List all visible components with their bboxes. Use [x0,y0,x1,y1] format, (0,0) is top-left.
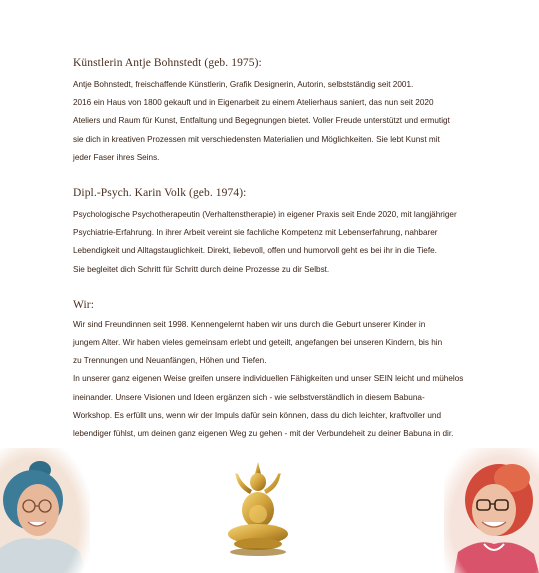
artist-section [73,55,513,167]
wir-line: ineinander. Unsere Visionen und Ideen ergänzen sich - wie selbstverständlich in diesem Babuna- [73,392,425,402]
wir-line: Workshop. Es erfüllt uns, wenn wir der Impuls dafür sein können, dass du dich leichter, kraftvoller und [73,410,442,420]
psych-line: Lebendigkeit und Alltagstauglichkeit. Direkt, liebevoll, offen und humorvoll geht es bei ihr in die Tiefe. [73,246,437,256]
artist-line: 2016 ein Haus von 1800 gekauft und in Eigenarbeit zu einem Atelierhaus saniert, das nun seit 2020 [73,98,434,108]
wir-line: jungem Alter. Wir haben vieles gemeinsam erlebt und geteilt, angefangen bei unseren Kindern, bis hin [73,338,443,348]
wir-line: Wir sind Freundinnen seit 1998. Kennengelernt haben wir uns durch die Geburt unserer Kinder in [73,319,426,329]
wir-line: lebendiger fühlst, um deinen ganz eigenen Weg zu gehen - mit der Verbundeheit zu deiner Babuna in dir. [73,429,454,439]
left-portrait-image [0,448,90,573]
artist-line: jeder Faser ihres Seins. [73,152,160,162]
wir-section [73,297,513,443]
content [73,55,513,461]
wir-line: zu Trennungen und Neuanfängen, Höhen und Tiefen. [73,356,267,366]
golden-buddha-icon [222,458,294,558]
artist-line: Ateliers und Raum für Kunst, Entfaltung und Begegnungen bietet. Voller Freude unterstützt und ermutigt [73,116,450,126]
psych-section [73,185,513,279]
psych-heading: Dipl.-Psych. Karin Volk (geb. 1974): [73,187,247,200]
psych-line: Psychiatrie-Erfahrung. In ihrer Arbeit vereint sie fachliche Kompetenz mit Lebenserfahrung, nahbarer [73,228,438,238]
right-portrait-image [444,448,539,573]
wir-line: In unserer ganz eigenen Weise greifen unsere individuellen Fähigkeiten und unser SEIN leicht und mühelos [73,374,464,384]
artist-line: sie dich in kreativen Prozessen mit verschiedensten Materialien und Möglichkeiten. Sie lebt Kunst mit [73,134,440,144]
psych-line: Psychologische Psychotherapeutin (Verhaltenstherapie) in eigener Praxis seit Ende 2020, mit langjähriger [73,210,457,220]
artist-heading: Künstlerin Antje Bohnstedt (geb. 1975): [73,57,262,69]
psych-line: Sie begleitet dich Schritt für Schritt durch deine Prozesse zu dir Selbst. [73,264,330,274]
wir-heading: Wir: [73,298,95,311]
artist-line: Antje Bohnstedt, freischaffende Künstlerin, Grafik Designerin, Autorin, selbstständig seit 2001. [73,80,414,89]
